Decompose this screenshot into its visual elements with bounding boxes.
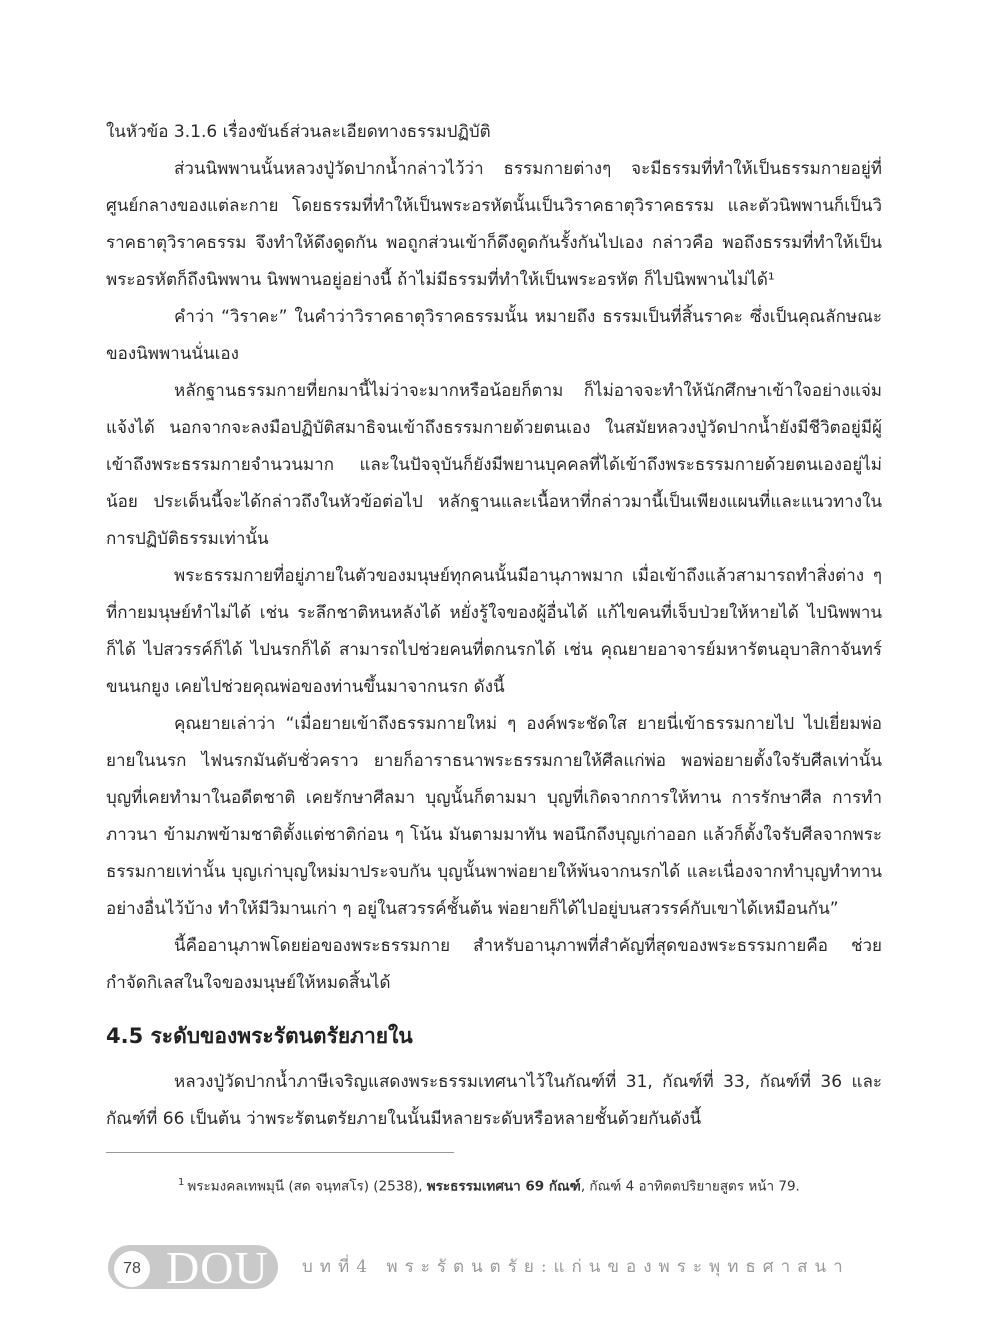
page-footer — [108, 1243, 878, 1293]
dou-logo: DOU — [166, 1242, 269, 1293]
page-body — [106, 114, 882, 1138]
footnote — [178, 1172, 898, 1198]
paragraph-6: คุณยายเล่าว่า “เมื่อยายเข้าถึงธรรมกายใหม่ ๆ องค์พระชัดใส ยายนี่เข้าธรรมกายไป ไปเยี่ยมพ่อยายในนรก ไฟนรกมันดับชั่วคราว ยายก็อาราธนาพระธรรมกายให้ศีลแก่พ่อ พอพ่อยายตั้งใจรับศีลเท่านั้น บุญที่เคยทำมาในอดีตชาติ เคยรักษาศีลมา บุญนั้นก็ตามมา บุญที่เกิดจากการให้ทาน การรักษาศีล การทำภาวนา ข้ามภพข้ามชาติตั้งแต่ชาติก่อน ๆ โน้น มันตามมาทัน พอนึกถึงบุญเก่าออก แล้วก็ตั้งใจรับศีลจากพระธรรมกายเท่านั้น บุญเก่าบุญใหม่มาประจบกัน บุญนั้นพาพ่อยายให้พ้นจากนรกได้ และเนื่องจากทำบุญทำทานอย่างอื่นไว้บ้าง ทำให้มีวิมานเก่า ๆ อยู่ในสวรรค์ชั้นต้น พ่อยายก็ได้ไปอยู่บนสวรรค์กับเขาได้เหมือนกัน” — [106, 714, 882, 919]
footnote-marker: 1 — [178, 1177, 185, 1188]
section-paragraph: หลวงปู่วัดปากน้ำภาษีเจริญแสดงพระธรรมเทศนาไว้ในกัณฑ์ที่ 31, กัณฑ์ที่ 33, กัณฑ์ที่ 36 และกัณฑ์ที่ 66 เป็นต้น ว่าพระรัตนตรัยภายในนั้นมีหลายระดับหรือหลายชั้นด้วยกันดังนี้ — [106, 1072, 882, 1129]
paragraph-5: พระธรรมกายที่อยู่ภายในตัวของมนุษย์ทุกคนนั้นมีอานุภาพมาก เมื่อเข้าถึงแล้วสามารถทำสิ่งต่าง ๆ ที่กายมนุษย์ทำไม่ได้ เช่น ระลึกชาติหนหลังได้ หยั่งรู้ใจของผู้อื่นได้ แก้ไขคนที่เจ็บป่วยให้หายได้ ไปนิพพานก็ได้ ไปสวรรค์ก็ได้ ไปนรกก็ได้ สามารถไปช่วยคนที่ตกนรกได้ เช่น คุณยายอาจารย์มหารัตนอุบาสิกาจันทร์ ขนนกยูง เคยไปช่วยคุณพ่อของท่านขึ้นมาจากนรก ดังนี้ — [106, 566, 882, 697]
paragraph-1: ในหัวข้อ 3.1.6 เรื่องขันธ์ส่วนละเอียดทางธรรมปฏิบัติ — [106, 122, 491, 142]
chapter-title: บทที่4 พระรัตนตรัย:แก่นของพระพุทธศาสนา — [302, 1257, 850, 1277]
page-badge — [108, 1242, 278, 1293]
paragraph-2: ส่วนนิพพานนั้นหลวงปู่วัดปากน้ำกล่าวไว้ว่า ธรรมกายต่างๆ จะมีธรรมที่ทำให้เป็นธรรมกายอยู่ที่ศูนย์กลางของแต่ละกาย โดยธรรมที่ทำให้เป็นพระอรหัตนั้นเป็นวิราคธาตุวิราคธรรม และตัวนิพพานก็เป็นวิราคธาตุวิราคธรรม จึงทำให้ดึงดูดกัน พอถูกส่วนเข้าก็ดึงดูดกันรั้งกันไปเอง กล่าวคือ พอถึงธรรมที่ทำให้เป็นพระอรหัตก็ถึงนิพพาน นิพพานอยู่อย่างนี้ ถ้าไม่มีธรรมที่ทำให้เป็นพระอรหัต ก็ไปนิพพานไม่ได้¹ — [106, 159, 882, 290]
footnote-title: พระธรรมเทศนา 69 กัณฑ์ — [426, 1178, 581, 1195]
page-number: 78 — [114, 1251, 150, 1287]
paragraph-4: หลักฐานธรรมกายที่ยกมานี้ไม่ว่าจะมากหรือน้อยก็ตาม ก็ไม่อาจจะทำให้นักศึกษาเข้าใจอย่างแจ่มแจ้งได้ นอกจากจะลงมือปฏิบัติสมาธิจนเข้าถึงธรรมกายด้วยตนเอง ในสมัยหลวงปู่วัดปากน้ำยังมีชีวิตอยู่มีผู้เข้าถึงพระธรรมกายจำนวนมาก และในปัจจุบันก็ยังมีพยานบุคคลที่ได้เข้าถึงพระธรรมกายด้วยตนเองอยู่ไม่น้อย ประเด็นนี้จะได้กล่าวถึงในหัวข้อต่อไป หลักฐานและเนื้อหาที่กล่าวมานี้เป็นเพียงแผนที่และแนวทางในการปฏิบัติธรรมเท่านั้น — [106, 381, 882, 549]
section-heading: 4.5 ระดับของพระรัตนตรัยภายใน — [106, 1024, 413, 1048]
paragraph-7: นี้คืออานุภาพโดยย่อของพระธรรมกาย สำหรับอานุภาพที่สำคัญที่สุดของพระธรรมกายคือ ช่วยกำจัดกิเลสในใจของมนุษย์ให้หมดสิ้นได้ — [106, 936, 882, 993]
footnote-suffix: , กัณฑ์ 4 อาทิตตปริยายสูตร หน้า 79. — [580, 1178, 800, 1195]
footnote-divider — [106, 1152, 454, 1153]
footnote-prefix: พระมงคลเทพมุนี (สด จนฺทสโร) (2538), — [187, 1178, 427, 1195]
paragraph-3: คำว่า “วิราคะ” ในคำว่าวิราคธาตุวิราคธรรมนั้น หมายถึง ธรรมเป็นที่สิ้นราคะ ซึ่งเป็นคุณลักษณะของนิพพานนั่นเอง — [106, 307, 882, 364]
